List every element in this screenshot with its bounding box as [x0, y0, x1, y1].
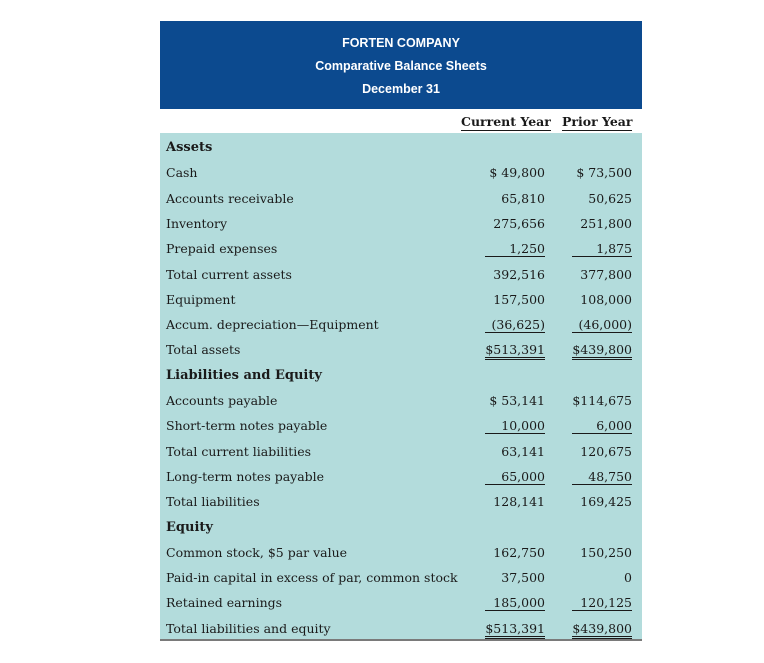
row-label: Total current liabilities: [166, 443, 312, 459]
table-row: [160, 236, 642, 261]
row-label: Cash: [166, 165, 198, 181]
current-year-value: $513,391: [485, 342, 545, 360]
prior-year-value: 120,675: [580, 443, 632, 459]
table-row: [160, 590, 642, 615]
prior-year-value: 120,125: [572, 595, 632, 611]
row-label: Retained earnings: [166, 595, 283, 611]
table-row: [160, 160, 642, 185]
row-label: Equipment: [166, 291, 236, 307]
current-year-value: 65,000: [485, 469, 545, 485]
sheet-header: [160, 21, 642, 109]
section-heading-row: [160, 515, 642, 540]
row-label: Prepaid expenses: [166, 241, 278, 257]
table-row: [160, 540, 642, 565]
current-year-value: (36,625): [485, 317, 545, 333]
table-row: [160, 388, 642, 413]
prior-year-value: 377,800: [580, 266, 632, 282]
current-year-value: $513,391: [485, 621, 545, 639]
statement-title: Comparative Balance Sheets: [315, 59, 487, 73]
row-label: Paid-in capital in excess of par, common stock: [166, 570, 458, 586]
table-row: [160, 262, 642, 287]
section-heading: Assets: [166, 140, 213, 155]
current-year-value: 10,000: [485, 418, 545, 434]
current-year-value: 128,141: [493, 494, 545, 510]
balance-sheet: [160, 21, 642, 641]
table-row: [160, 464, 642, 489]
row-label: Long-term notes payable: [166, 468, 325, 484]
prior-year-value: 150,250: [580, 544, 632, 560]
prior-year-value: 251,800: [580, 215, 632, 231]
table-row: [160, 616, 642, 641]
table-row: [160, 186, 642, 211]
section-heading: Liabilities and Equity: [166, 367, 322, 383]
current-year-value: 65,810: [501, 190, 545, 206]
row-label: Total current assets: [166, 266, 292, 282]
current-year-value: 1,250: [485, 241, 545, 257]
current-year-value: 392,516: [493, 266, 545, 282]
company-name: FORTEN COMPANY: [342, 36, 460, 50]
prior-year-value: 108,000: [580, 291, 632, 307]
row-label: Common stock, $5 par value: [166, 544, 348, 560]
current-year-value: 63,141: [501, 443, 545, 459]
prior-year-value: 1,875: [572, 241, 632, 257]
row-label: Total assets: [166, 342, 241, 358]
current-year-value: 275,656: [493, 215, 545, 231]
row-label: Accum. depreciation—Equipment: [166, 317, 379, 333]
table-row: [160, 287, 642, 312]
prior-year-value: 0: [624, 570, 632, 586]
row-label: Accounts receivable: [166, 190, 294, 206]
statement-date: December 31: [362, 82, 440, 96]
table-row: [160, 565, 642, 590]
prior-year-value: $439,800: [572, 621, 632, 639]
table-row: [160, 211, 642, 236]
prior-year-value: (46,000): [572, 317, 632, 333]
table-row: [160, 312, 642, 337]
section-heading: Equity: [166, 519, 213, 535]
prior-year-value: 169,425: [580, 494, 632, 510]
section-heading-row: [160, 363, 642, 388]
row-label: Accounts payable: [166, 393, 278, 408]
prior-year-value: 48,750: [572, 469, 632, 485]
current-year-value: 185,000: [485, 595, 545, 611]
row-label: Total liabilities: [166, 494, 260, 510]
current-year-value: 157,500: [493, 291, 545, 307]
row-label: Short-term notes payable: [166, 418, 328, 434]
section-heading-row: [160, 135, 642, 160]
prior-year-value: 50,625: [588, 190, 632, 206]
row-label: Total liabilities and equity: [166, 620, 331, 636]
prior-year-value: 6,000: [572, 418, 632, 434]
current-year-value: 37,500: [501, 570, 545, 586]
table-row: [160, 489, 642, 514]
column-header-prior-year: Prior Year: [562, 114, 633, 129]
table-row: [160, 413, 642, 438]
prior-year-value: $114,675: [572, 393, 632, 408]
current-year-value: 162,750: [493, 544, 545, 560]
prior-year-value: $ 73,500: [576, 165, 632, 181]
prior-year-value: $439,800: [572, 342, 632, 360]
table-row: [160, 439, 642, 464]
column-header-current-year: Current Year: [461, 114, 551, 129]
table-row: [160, 337, 642, 362]
row-label: Inventory: [166, 215, 228, 231]
current-year-value: $ 49,800: [489, 165, 545, 181]
current-year-value: $ 53,141: [489, 393, 545, 408]
